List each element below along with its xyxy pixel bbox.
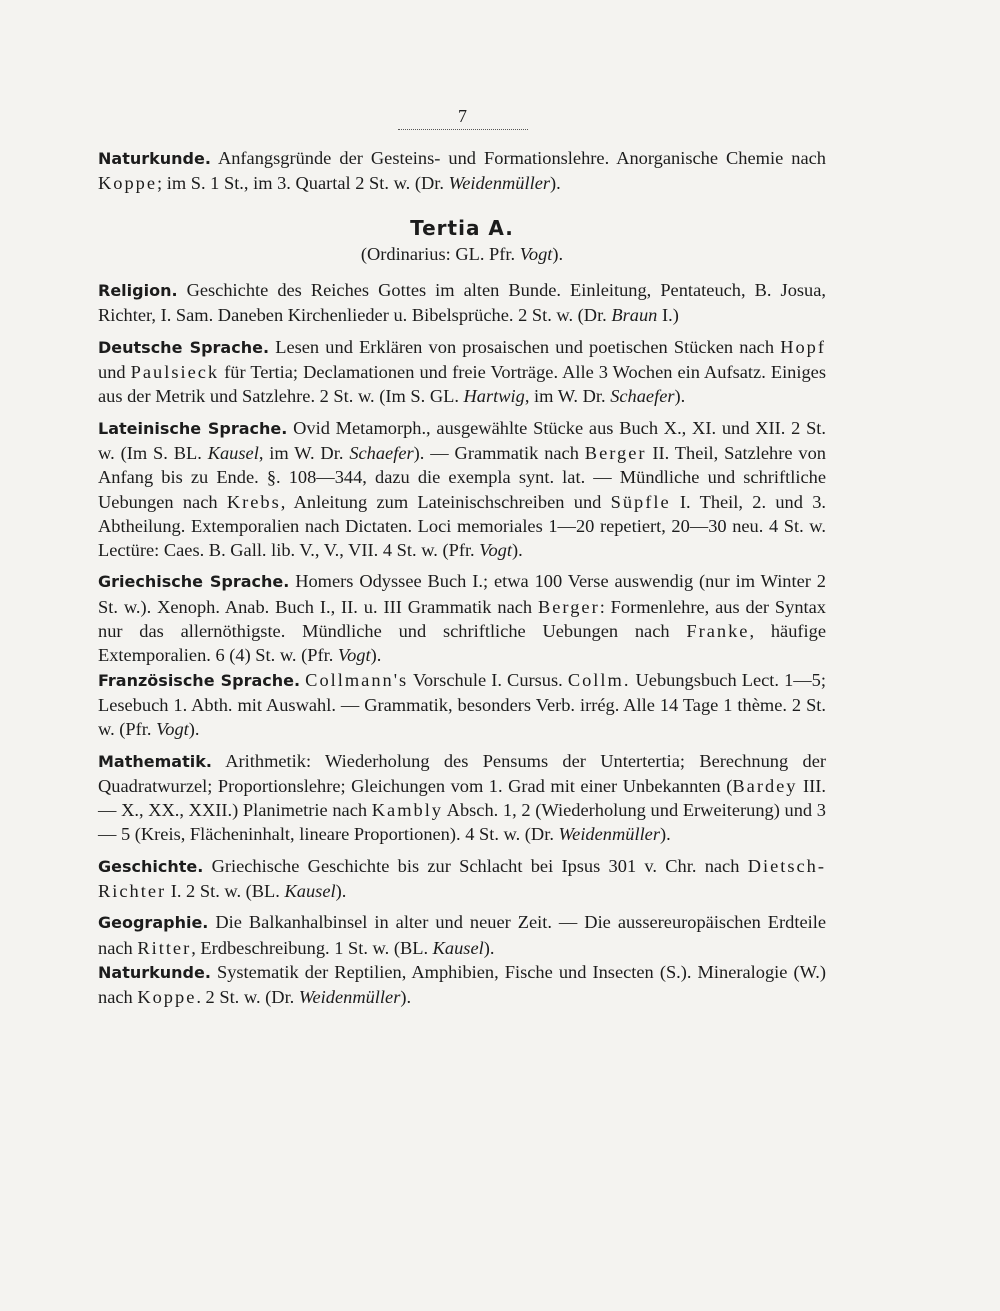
text: I.) [657, 305, 679, 326]
teacher-name: Hartwig [463, 386, 525, 407]
text: ). [511, 540, 523, 561]
text: Uebungsbuch Lect. 1—5; Lesebuch 1. Abth. mit Auswahl. — Grammatik, besonders Verb. irrég. Alle 14 Tage 1 thème. 2 St. w. (Pfr. [98, 669, 826, 740]
text: ; im S. 1 St., im 3. Quartal 2 St. w. (Dr. [157, 173, 449, 194]
subject-heading: Geographie. [98, 913, 209, 933]
text: , im W. Dr. [258, 442, 350, 463]
author-name: Süpfle [610, 491, 671, 512]
author-name: Berger [537, 596, 600, 617]
text: ). [660, 824, 671, 845]
text: Geschichte des Reiches Gottes im alten Bunde. Einleitung, Pentateuch, B. Josua, Richter, I. Sam. Daneben Kirchenlieder u. Bibelsprüche. 2 St. w. (Dr. [98, 280, 826, 326]
author-name: Collm. [567, 669, 631, 690]
teacher-name: Vogt [337, 645, 371, 666]
teacher-name: Kausel [432, 937, 484, 958]
author-name: Kambly [371, 800, 443, 821]
paragraph-griechische-sprache [98, 569, 826, 667]
author-name: Hopf [780, 336, 826, 357]
text: ). [483, 937, 495, 958]
teacher-name: Schaefer [610, 386, 675, 407]
text: II. Theil, Satzlehre von Anfang bis zu Ende. §. 108—344, dazu die exempla synt. lat. — Mündliche und schriftliche Uebungen nach [98, 442, 826, 512]
text: , Erdbeschreibung. 1 St. w. (BL. [191, 937, 433, 958]
text: Homers Odyssee Buch I.; etwa 100 Verse auswendig (nur im Winter 2 St. w.). Xenoph. Anab. Buch I., II. u. III Grammatik nach [98, 571, 826, 617]
teacher-name: Schaefer [349, 442, 414, 463]
text: Griechische Geschichte bis zur Schlacht bei Ipsus 301 v. Chr. nach [203, 855, 748, 876]
text: (Ordinarius: GL. Pfr. [360, 243, 520, 264]
teacher-name: Weidenmüller [558, 824, 661, 845]
section-title: Tertia A. [410, 215, 514, 240]
author-name: Collmann's [305, 669, 409, 690]
paragraph-lateinische-sprache [98, 416, 826, 563]
text: : Formenlehre, aus der Syntax nur das allernöthigste. Mündliche und schriftliche Uebungen nach [98, 596, 826, 642]
subject-heading: Deutsche Sprache. [98, 337, 270, 357]
paragraph-geographie [98, 910, 826, 960]
author-name: Ritter [137, 937, 192, 958]
text: ). [188, 719, 200, 740]
paragraph-naturkunde [98, 960, 826, 1010]
text: I. Theil, 2. und 3. Abtheilung. Extemporalien nach Dictaten. Loci memoriales 1—20 repetiert, 20—30 neu. 4 St. w. Lectüre: Caes. B. Gall. lib. V., V., VII. 4 St. w. (Pfr. [98, 491, 826, 561]
paragraph-naturkunde-top [98, 146, 826, 196]
text: III. — X., XX., XXII.) Planimetrie nach [98, 775, 826, 821]
subject-heading: Naturkunde. [98, 962, 211, 982]
author-name: Paulsieck [130, 362, 220, 383]
text: und [98, 362, 131, 383]
text: Die Balkanhalbinsel in alter und neuer Zeit. — Die aussereuropäischen Erdteile nach [98, 912, 826, 958]
paragraph-religion [98, 278, 826, 328]
subject-heading: Französische Sprache. [98, 670, 301, 690]
teacher-name: Vogt [156, 719, 189, 740]
text: ). [370, 645, 382, 666]
subject-heading: Mathematik. [98, 751, 212, 771]
text: Arithmetik: Wiederholung des Pensums der Untertertia; Berechnung der Quadratwurzel; Proportionslehre; Gleichungen vom 1. Grad mit einer Unbekannten ( [98, 750, 826, 796]
teacher-name: Weidenmüller [298, 987, 401, 1008]
text: ). [400, 987, 412, 1008]
text: ). [674, 386, 686, 407]
text: Ovid Metamorph., ausgewählte Stücke aus Buch X., XI. und XII. 2 St. w. (Im S. BL. [98, 417, 827, 463]
paragraph-deutsche-sprache [98, 335, 826, 409]
text: ). [550, 173, 561, 194]
teacher-name: Braun [611, 305, 658, 326]
page-number: 7 [398, 106, 528, 130]
author-name: Bardey [732, 775, 798, 796]
teacher-name: Kausel [207, 442, 259, 463]
subject-heading: Lateinische Sprache. [98, 418, 288, 438]
paragraph-franzoesische-sprache [98, 668, 826, 742]
text: . 2 St. w. (Dr. [196, 987, 299, 1008]
subject-heading: Geschichte. [98, 856, 204, 876]
text: ). [552, 243, 564, 264]
text: Lesen und Erklären von prosaischen und poetischen Stücken nach [269, 336, 781, 357]
ordinarius-line [98, 242, 826, 266]
text: ). — Grammatik nach [413, 442, 585, 463]
author-name: Koppe [137, 987, 197, 1008]
author-name: Franke [686, 621, 750, 642]
author-name: Dietsch-Richter [98, 855, 826, 902]
paragraph-mathematik [98, 749, 826, 847]
teacher-name: Vogt [479, 540, 512, 561]
text: I. 2 St. w. (BL. [166, 881, 285, 902]
subject-heading: Religion. [98, 281, 178, 301]
teacher-name: Vogt [519, 243, 553, 264]
text: für Tertia; Declamationen und freie Vorträge. Alle 3 Wochen ein Aufsatz. Einiges aus der Metrik und Satzlehre. 2 St. w. (Im S. GL. [98, 362, 826, 407]
text: , im W. Dr. [524, 386, 611, 407]
text: Anfangsgründe der Gesteins- und Formationslehre. Anorganische Chemie nach [210, 148, 826, 168]
text: ). [335, 881, 347, 902]
paragraph-geschichte [98, 854, 826, 904]
subject-heading: Griechische Sprache. [98, 572, 290, 592]
teacher-name: Kausel [284, 881, 336, 902]
text: , Anleitung zum Lateinischschreiben und [280, 491, 611, 512]
author-name: Krebs [226, 491, 281, 512]
text: , häufige Extemporalien. 6 (4) St. w. (Pfr. [98, 621, 826, 666]
teacher-name: Weidenmüller [448, 173, 551, 194]
page-content [98, 146, 826, 1010]
subject-heading: Naturkunde. [98, 149, 211, 168]
author-name: Koppe [98, 173, 158, 194]
text: Absch. 1, 2 (Wiederholung und Erweiterung) und 3 — 5 (Kreis, Flächeninhalt, lineare Proportionen). 4 St. w. (Dr. [98, 800, 826, 845]
author-name: Berger [584, 442, 647, 463]
text: Systematik der Reptilien, Amphibien, Fische und Insecten (S.). Mineralogie (W.) nach [98, 961, 826, 1008]
text: Vorschule I. Cursus. [408, 669, 568, 690]
